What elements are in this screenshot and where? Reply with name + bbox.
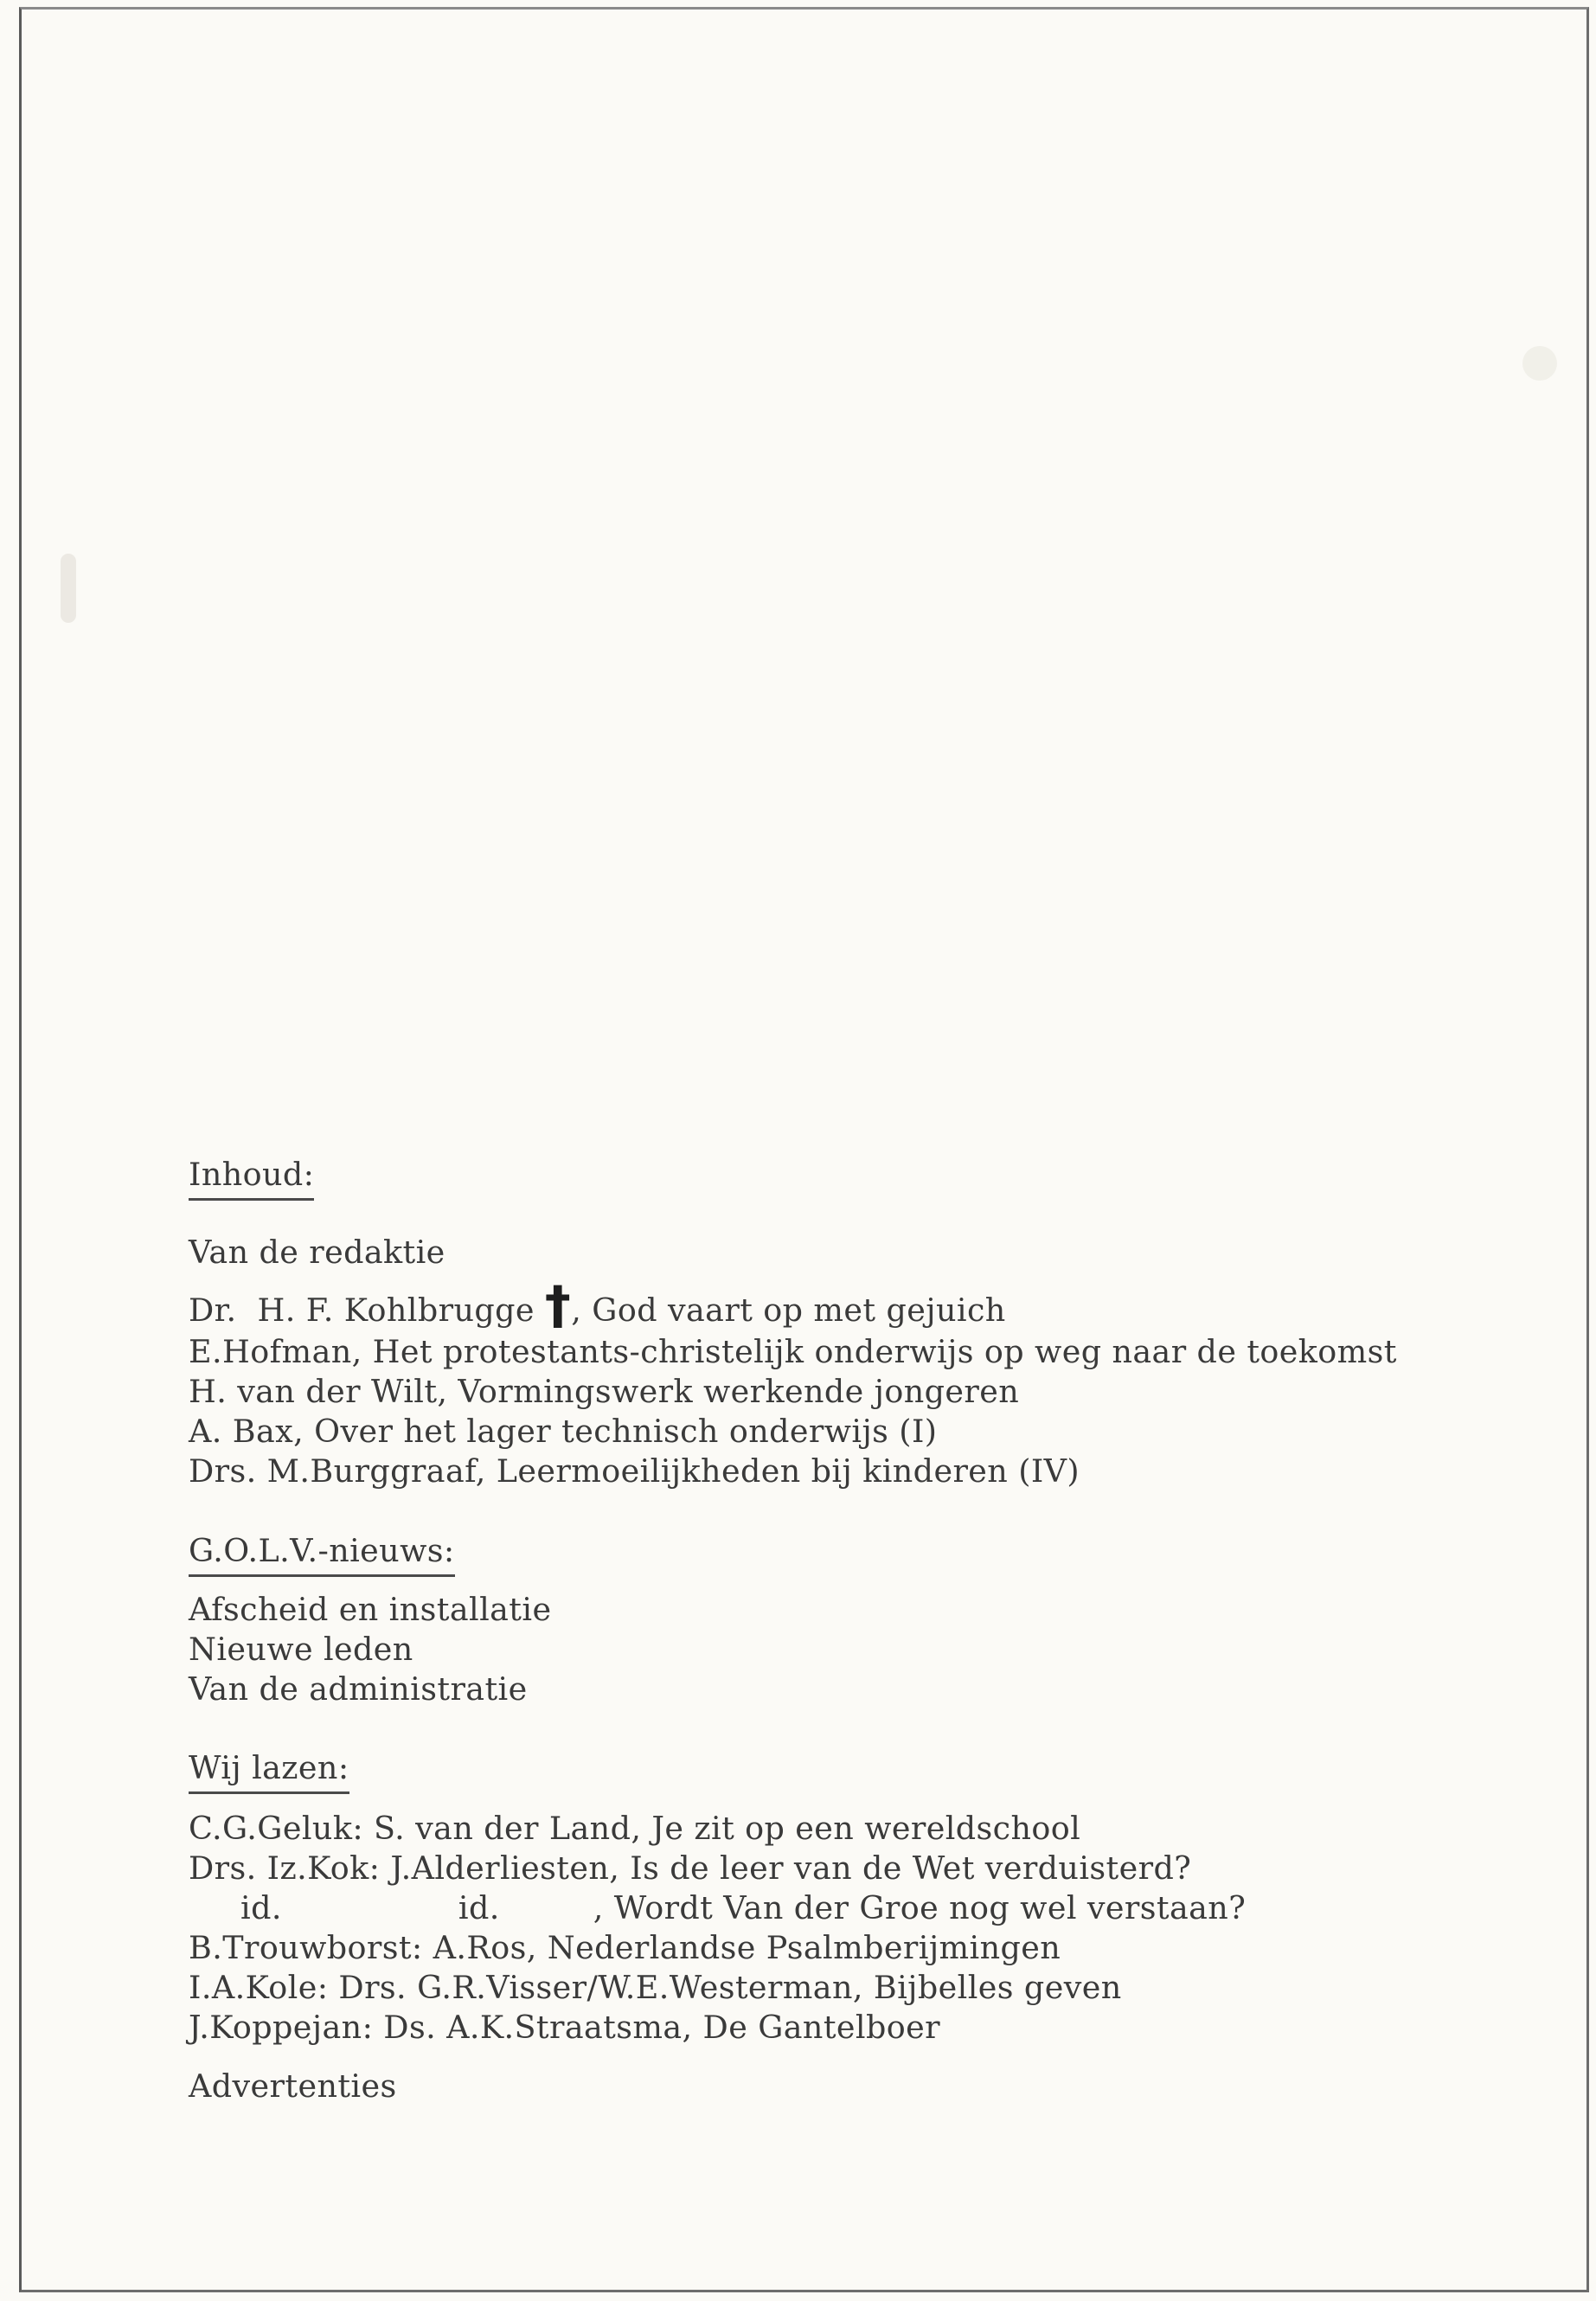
golv-news-item: Afscheid en installatie bbox=[189, 1591, 552, 1628]
we-read-item: B.Trouwborst: A.Ros, Nederlandse Psalmberijmingen bbox=[189, 1929, 1061, 1966]
golv-news-item: Van de administratie bbox=[189, 1670, 528, 1708]
we-read-item: Drs. Iz.Kok: J.Alderliesten, Is de leer van de Wet verduisterd? bbox=[189, 1849, 1192, 1887]
contents-item-kohlbrugge-title: , God vaart op met gejuich bbox=[571, 1292, 1006, 1329]
contents-item-burggraaf: Drs. M.Burggraaf, Leermoeilijkheden bij kinderen (IV) bbox=[189, 1452, 1080, 1490]
paper-stain bbox=[1522, 346, 1557, 381]
we-read-item: J.Koppejan: Ds. A.K.Straatsma, De Gantelboer bbox=[189, 2009, 940, 2046]
we-read-item: id. id. , Wordt Van der Groe nog wel verstaan? bbox=[189, 1889, 1247, 1926]
contents-item-kohlbrugge-author: Dr. H. F. Kohlbrugge bbox=[189, 1292, 545, 1329]
we-read-item: C.G.Geluk: S. van der Land, Je zit op een wereldschool bbox=[189, 1810, 1081, 1847]
paper-stain bbox=[61, 554, 76, 623]
contents-item-kohlbrugge bbox=[189, 1275, 1006, 1336]
we-read-item: I.A.Kole: Drs. G.R.Visser/W.E.Westerman, Bijbelles geven bbox=[189, 1969, 1122, 2006]
contents-item-hofman: E.Hofman, Het protestants-christelijk onderwijs op weg naar de toekomst bbox=[189, 1333, 1397, 1370]
golv-news-heading: G.O.L.V.-nieuws: bbox=[189, 1535, 455, 1577]
contents-item-editorial: Van de redaktie bbox=[189, 1234, 445, 1271]
we-read-heading: Wij lazen: bbox=[189, 1753, 349, 1794]
contents-item-van-der-wilt: H. van der Wilt, Vormingswerk werkende jongeren bbox=[189, 1373, 1020, 1410]
contents-item-bax: A. Bax, Over het lager technisch onderwijs (I) bbox=[189, 1413, 938, 1450]
cross-icon: † bbox=[544, 1275, 572, 1336]
advertisements-item: Advertenties bbox=[189, 2067, 397, 2105]
golv-news-item: Nieuwe leden bbox=[189, 1631, 413, 1668]
contents-heading: Inhoud: bbox=[189, 1159, 314, 1201]
